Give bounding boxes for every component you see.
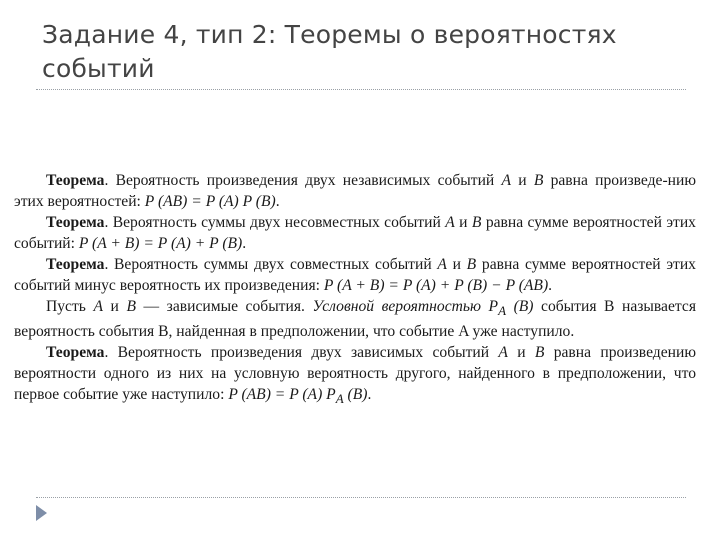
theorem-4	[14, 342, 696, 409]
event-a: A	[437, 256, 447, 273]
theorem-rest: равна сумме вероятностей этих событий:	[14, 214, 696, 252]
event-b: B	[126, 298, 136, 315]
theorem-heading: Теорема	[46, 256, 105, 273]
definition-term-arg: (B)	[506, 298, 534, 315]
conjunction: и	[454, 214, 472, 231]
definition-lead: Пусть	[46, 298, 94, 315]
formula: P (AB) = P (A) P	[228, 386, 336, 404]
title-divider	[36, 89, 686, 90]
theorem-text: . Вероятность произведения двух зависимых событий	[104, 344, 499, 362]
theorem-heading: Теорема	[46, 172, 105, 189]
theorem-text: . Вероятность суммы двух совместных событий	[104, 256, 438, 273]
theorem-3	[14, 254, 696, 296]
period: .	[367, 386, 372, 404]
theorem-text: . Вероятность суммы двух несовместных событий	[104, 214, 446, 231]
event-a: A	[93, 298, 103, 315]
formula: P (AB) = P (A) P (B)	[144, 193, 276, 210]
subscript: A	[335, 391, 344, 407]
theorem-1	[14, 170, 696, 212]
conditional-probability-definition	[14, 296, 696, 342]
event-b: B	[471, 214, 482, 231]
slide-title: Задание 4, тип 2: Теоремы о вероятностях событий	[42, 20, 617, 83]
formula: P (A + B) = P (A) + P (B)	[78, 235, 243, 252]
event-b: B	[466, 256, 477, 273]
next-slide-arrow-icon[interactable]	[36, 505, 47, 521]
period: .	[275, 193, 280, 210]
conjunction: и	[511, 172, 534, 189]
event-a: A	[498, 344, 508, 362]
theorem-heading: Теорема	[46, 344, 105, 362]
theorem-rest: равна произведе-нию этих вероятностей:	[14, 172, 696, 210]
conjunction: и	[103, 298, 127, 315]
definition-rest: события B называется вероятность события B, найденная в предположении, что событие A уже наступило.	[14, 298, 696, 341]
subscript: A	[498, 303, 507, 319]
formula-end: (B)	[343, 386, 368, 404]
conjunction: и	[507, 344, 535, 362]
event-b: B	[533, 172, 544, 189]
theorems-text	[14, 170, 696, 409]
event-b: B	[534, 344, 545, 362]
definition-mid: — зависимые события.	[135, 298, 313, 315]
theorem-2	[14, 212, 696, 254]
formula: P (A + B) = P (A) + P (B) − P (AB)	[323, 277, 549, 294]
footer-divider	[36, 497, 686, 498]
theorem-rest: равна произведению вероятности одного из них на условную вероятность другого, найденного в предположении, что первое событие уже наступило:	[14, 344, 696, 404]
theorem-text: . Вероятность произведения двух независимых событий	[104, 172, 502, 189]
conjunction: и	[446, 256, 467, 273]
definition-term: Условной вероятностью P	[312, 298, 499, 315]
period: .	[242, 235, 247, 252]
theorem-rest: равна сумме вероятностей этих событий минус вероятность их произведения:	[14, 256, 696, 294]
period: .	[548, 277, 553, 294]
event-a: A	[445, 214, 455, 231]
event-a: A	[501, 172, 512, 189]
theorem-heading: Теорема	[46, 214, 105, 231]
